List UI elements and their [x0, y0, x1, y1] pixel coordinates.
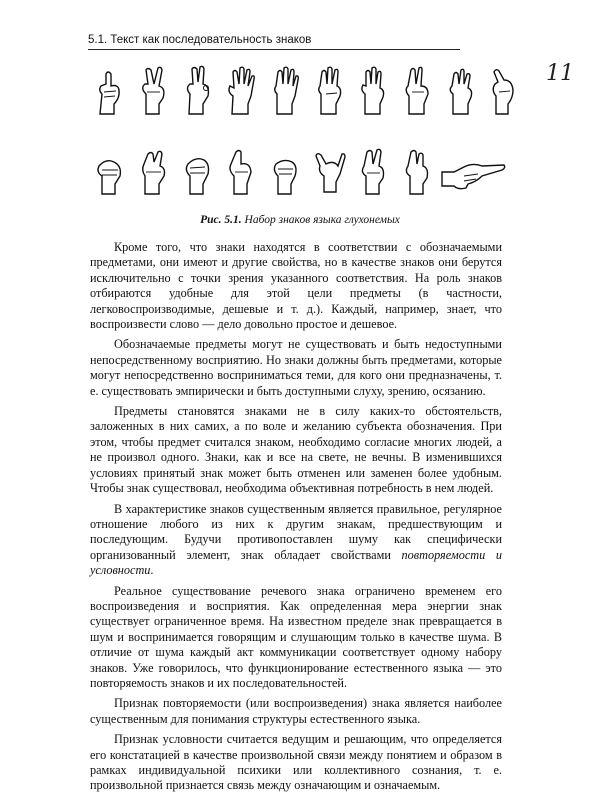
section-title: 5.1. Текст как последовательность знаков [88, 34, 312, 46]
caption-text: Набор знаков языка глухонемых [244, 214, 400, 226]
hand-signs-row-2 [92, 146, 522, 200]
page-number: 11 [546, 61, 574, 86]
header-rule [88, 49, 460, 50]
hand-sign-9-icon [444, 64, 480, 116]
emphasis-text: повторяемости и условности [90, 547, 502, 578]
hand-sign-11-icon [92, 146, 128, 198]
hand-sign-15-icon [268, 146, 304, 198]
figure-caption [0, 214, 600, 226]
paragraph-end: . [150, 563, 154, 578]
hand-sign-8-icon [400, 64, 436, 116]
hand-sign-14-icon [224, 146, 260, 198]
hand-sign-5-icon [268, 64, 304, 116]
hand-sign-7-icon [356, 64, 392, 116]
hand-sign-3-icon [180, 64, 216, 116]
hand-sign-10-icon [486, 64, 522, 116]
paragraph: Обозначаемые предметы могут не существовать и быть недоступными непосредственному восприятию. Но знаки должны быть предметами, которые могут непосредственно восприниматься теми, для кого они предназначены, т. е. существовать эмпирически и быть доступными слуху, зрению, осязанию. [90, 337, 502, 398]
body-text [90, 240, 502, 799]
paragraph: Предметы становятся знаками не в силу каких-то обстоятельств, заложенных в них самих, а по воле и желанию субъекта обозначения. При этом, чтобы предмет считался знаком, необходимо согласие многих людей, а не произвол одного. Знаки, как и все на свете, не вечны. В изменившихся условиях принятый знак может быть отменен или заменен более удобным. Чтобы знак существовал, необходима объективная потребность в нем людей. [90, 404, 502, 496]
caption-label: Рис. 5.1. [200, 214, 242, 226]
hand-sign-16-icon [312, 146, 348, 198]
paragraph: Реальное существование речевого знака ограничено временем его воспроизведения и восприятия. Как определенная мера энергии знак существует ограниченное время. На известном пределе знак превращается в шум и воспринимается говорящим и слушающим только в качестве шума. В отличие от шума каждый акт коммуникации соответствует одному набору знаков. Уже говорилось, что функционирование естественного языка — это повторяемость знаков и их последовательностей. [90, 583, 502, 690]
hand-sign-2-icon [136, 64, 172, 116]
paragraph: Кроме того, что знаки находятся в соответствии с обозначаемыми предметами, они имеют и другие свойства, но в качестве знаков они берутся исключительно с точки зрения указанного соответствия. На роль знаков отбираются удобные для этой цели предметы (в частности, легковоспроизводимые, дешевые и т. д.). Каждый, например, знает, что воспроизвести слово — дело довольно простое и дешевое. [90, 240, 502, 332]
paragraph-start: В характеристике знаков существенным является правильное, регулярное отношение любого из них к другим знакам, предшествующим и последующим. Будучи противопоставлен шуму как специфически организованный элемент, знак обладает свойствами [90, 501, 502, 562]
hand-signs-row-1 [92, 64, 522, 118]
paragraph: Признак условности считается ведущим и решающим, что определяется его констатацией в качестве произвольной связи между понятием и образом в рамках индивидуальной психики или коллективного сознания, т. е. произвольной признается связь между означающим и означаемым. [90, 732, 502, 793]
paragraph: Признак повторяемости (или воспроизведения) знака является наиболее существенным для понимания структуры естественного языка. [90, 696, 502, 726]
hand-sign-1-icon [92, 64, 128, 116]
hand-sign-6-icon [312, 64, 348, 116]
paragraph [90, 502, 502, 579]
running-header [88, 34, 574, 86]
hand-sign-18-icon [400, 146, 436, 198]
hand-sign-17-icon [356, 146, 392, 198]
hand-sign-4-icon [224, 64, 260, 116]
hand-sign-12-icon [136, 146, 172, 198]
hand-sign-pointing-icon [438, 146, 508, 198]
hand-sign-13-icon [180, 146, 216, 198]
